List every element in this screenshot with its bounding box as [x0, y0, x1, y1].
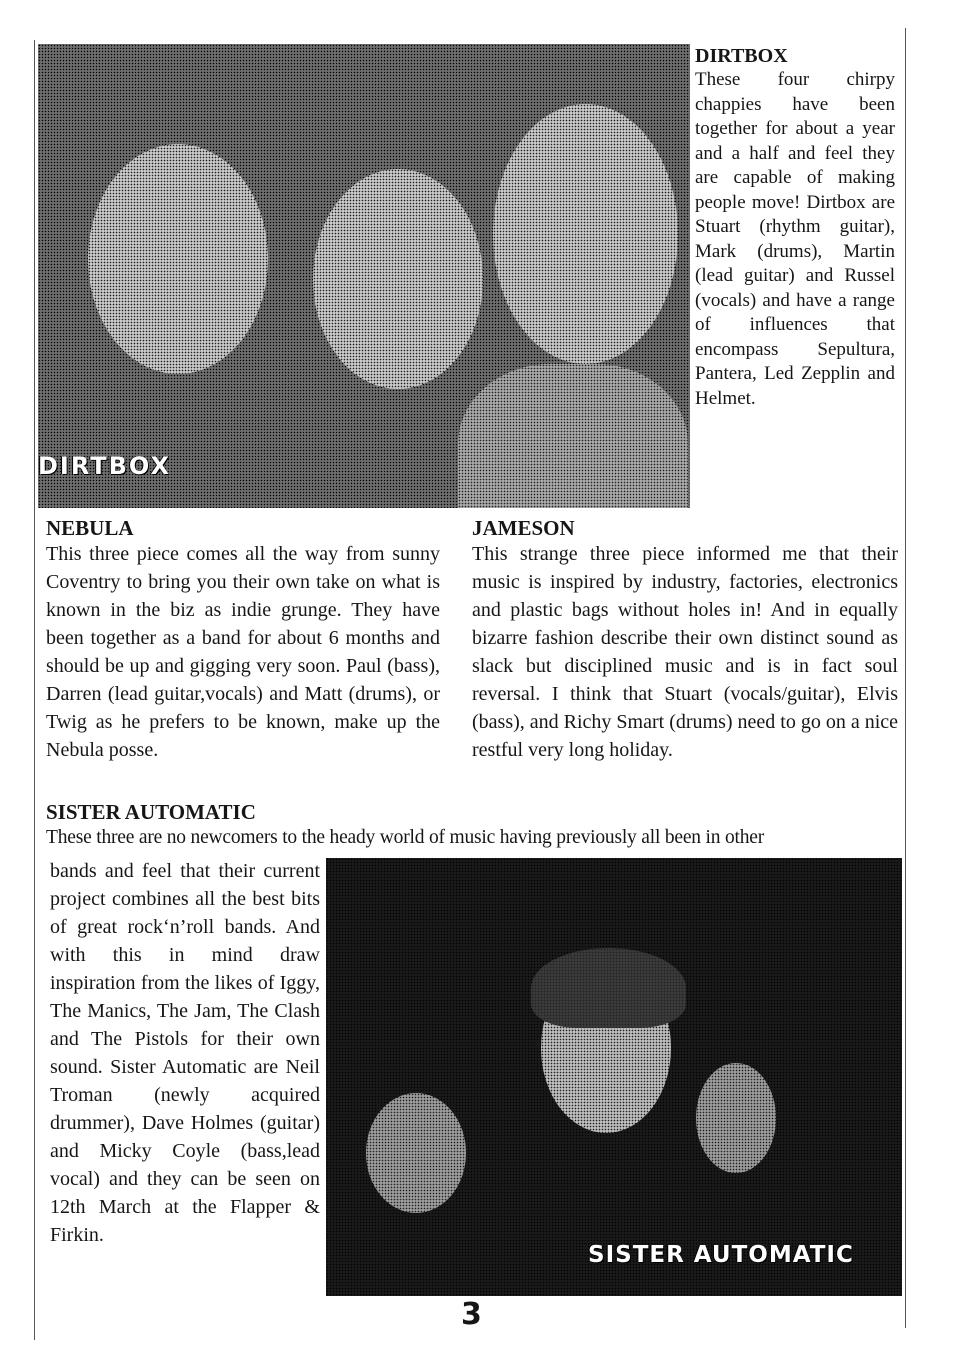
dirtbox-photo-caption: DIRTBOX — [38, 452, 171, 480]
left-bandmate-face — [366, 1093, 466, 1213]
right-margin-rule — [905, 28, 906, 1328]
band-member-right-face — [493, 104, 678, 364]
jameson-heading: JAMESON — [472, 516, 575, 540]
dirtbox-photo — [38, 44, 690, 508]
singer-hair — [531, 948, 686, 1028]
sister-automatic-body-column — [50, 857, 320, 1249]
right-bandmate-face — [696, 1063, 776, 1173]
jameson-body: This strange three piece informed me that their music is inspired by industry, factories, electronics and plastic bags without holes in! And in equally bizarre fashion describe their own distinct sound as slack but disciplined music and is in fact soul reversal. I think that Stuart (vocals/guitar), Elvis (bass), and Richy Smart (drums) need to go on a nice restful very long holiday. — [472, 543, 899, 761]
band-member-middle-face — [313, 169, 483, 389]
sister-automatic-photo-caption: SISTER AUTOMATIC — [588, 1242, 854, 1268]
left-margin-rule — [34, 40, 35, 1340]
sister-automatic-photo — [326, 858, 902, 1296]
sister-automatic-article — [46, 800, 902, 852]
nebula-body: This three piece comes all the way from sunny Coventry to bring you their own take on what is known in the biz as indie grunge. They have been together as a band for about 6 months and should be up and gigging very soon. Paul (bass), Darren (lead guitar,vocals) and Matt (drums), or Twig as he prefers to be known, make up the Nebula posse. — [46, 543, 440, 761]
sister-automatic-heading: SISTER AUTOMATIC — [46, 800, 256, 824]
page-number: 3 — [461, 1297, 482, 1332]
sister-automatic-intro: These three are no newcomers to the heady world of music having previously all been in other — [46, 827, 765, 848]
dirtbox-body: These four chirpy chappies have been together for about a year and a half and feel they are capable of making people move! Dirtbox are Stuart (rhythm guitar), Mark (drums), Martin (lead guitar) and Russel (vocals) and have a range of influences that encompass Sepultura, Pantera, Led Zepplin and Helmet. — [695, 69, 895, 409]
hoodie-shape — [458, 364, 688, 508]
dirtbox-article — [695, 44, 895, 411]
dirtbox-heading: DIRTBOX — [695, 45, 788, 67]
nebula-article — [46, 516, 440, 764]
nebula-heading: NEBULA — [46, 516, 134, 540]
scan-speckle — [36, 6, 39, 24]
sister-automatic-body: bands and feel that their current project combines all the best bits of great rock‘n’roll bands. And with this in mind draw inspiration from the likes of Iggy, The Manics, The Jam, The Clash and The Pistols for their own sound. Sister Automatic are Neil Troman (newly acquired drummer), Dave Holmes (guitar) and Micky Coyle (bass,lead vocal) and they can be seen on 12th March at the Flapper & Firkin. — [50, 860, 320, 1246]
jameson-article — [472, 516, 898, 764]
band-member-left-face — [88, 144, 268, 374]
